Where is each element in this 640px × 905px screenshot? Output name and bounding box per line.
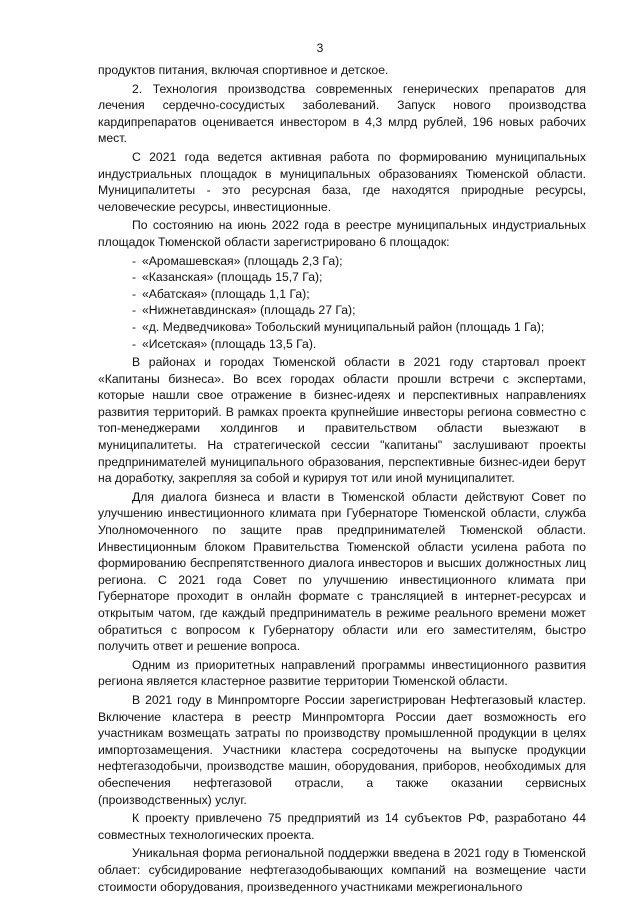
list-item [132,286,586,303]
paragraph-investment-council: Для диалога бизнеса и власти в Тюменской области действуют Совет по улучшению инвестиционного климата при Губернаторе Тюменской области, служба Уполномоченного по защите прав предпринимателей Тюменской области. Инвестиционным блоком Правительства Тюменской области усилена работа по формированию беспрепятственного диалога инвесторов и высших должностных лиц региона. С 2021 года Совет по улучшению инвестиционного климата при Губернаторе проходит в онлайн формате с трансляцией в интернет-ресурсах и открытым чатом, где каждый предприниматель в режиме реального времени может обратиться с вопросом к Губернатору области или его заместителям, быстро получить ответ и решение вопроса. [98,489,586,654]
page-number: 3 [316,41,324,55]
list-item-text: «Нижнетавдинская» (площадь 27 Га); [142,303,356,318]
list-dash: - [132,336,137,351]
paragraph-business-captains: В районах и городах Тюменской области в 2021 году стартовал проект «Капитаны бизнеса». Во всех городах области прошли встречи с экспертами, которые нашли свое отражение в бизнес-идеях и перспективных направлениях развития территорий. В рамках проекта крупнейшие инвесторы региона совместно с топ-менеджерами холдингов и правительством области выезжают в муниципалитеты. На стратегической сессии "капитаны" заслушивают проекты предпринимателей муниципального образования, перспективные бизнес-идеи берут на доработку, закрепляя за собой и курируя тот или иной муниципалитет. [98,355,586,486]
list-item-text: «д. Медведчикова» Тобольский муниципальный район (площадь 1 Га); [142,319,545,334]
list-item [132,302,586,319]
paragraph-subsidies: Уникальная форма региональной поддержки введена в 2021 году в Тюменской облает: субсидирование нефтегазодобывающих компаний на возмещение части стоимости оборудования, произведенного участниками межрегионального [98,846,586,894]
list-item-text: «Аромашевская» (площадь 2,3 Га); [142,253,343,268]
list-dash: - [132,253,137,268]
list-dash: - [132,286,137,301]
list-item-text: «Казанская» (площадь 15,7 Га); [142,270,323,285]
list-item-text: «Абатская» (площадь 1,1 Га); [142,286,310,301]
list-dash: - [132,270,137,285]
document-body [98,62,586,897]
paragraph-enterprises: К проекту привлечено 75 предприятий из 14 субъектов РФ, разработано 44 совместных технологических проекта. [98,811,586,842]
paragraph-continuation: продуктов питания, включая спортивное и детское. [98,63,389,77]
paragraph-registry: По состоянию на июнь 2022 года в реестре муниципальных индустриальных площадок Тюменской области зарегистрировано 6 площадок: [98,218,586,249]
paragraph-municipal-sites: С 2021 года ведется активная работа по формированию муниципальных индустриальных площадок в муниципальных образованиях Тюменской области. Муниципалитеты - это ресурсная база, где находятся природные ресурсы, человеческие ресурсы, инвестиционные. [98,149,586,214]
paragraph-oil-gas-cluster: В 2021 году в Минпромторге России зарегистрирован Нефтегазовый кластер. Включение кластера в реестр Минпромторга России дает возможность его участникам возмещать затраты по производству промышленной продукции в целях импортозамещения. Участники кластера сосредоточены на выпуске продукции нефтегазодобычи, производстве машин, оборудования, приборов, необходимых для обеспечения нефтегазовой отрасли, а также оказании сервисных (производственных) услуг. [98,692,586,807]
list-dash: - [132,319,137,334]
list-item-text: «Исетская» (площадь 13,5 Га). [142,336,317,351]
list-item [132,269,586,286]
sites-list [98,253,586,353]
paragraph-generic-drugs: 2. Технология производства современных генерических препаратов для лечения сердечно-сосудистых заболеваний. Запуск нового производства кардипрепаратов оценивается инвестором в 4,3 млрд рублей, 196 новых рабочих мест. [98,81,586,146]
list-item [132,319,586,336]
paragraph-cluster-priority: Одним из приоритетных направлений программы инвестиционного развития региона является кластерное развитие территории Тюменской области. [98,657,586,689]
list-dash: - [132,303,137,318]
list-item [132,336,586,353]
list-item [132,253,586,270]
